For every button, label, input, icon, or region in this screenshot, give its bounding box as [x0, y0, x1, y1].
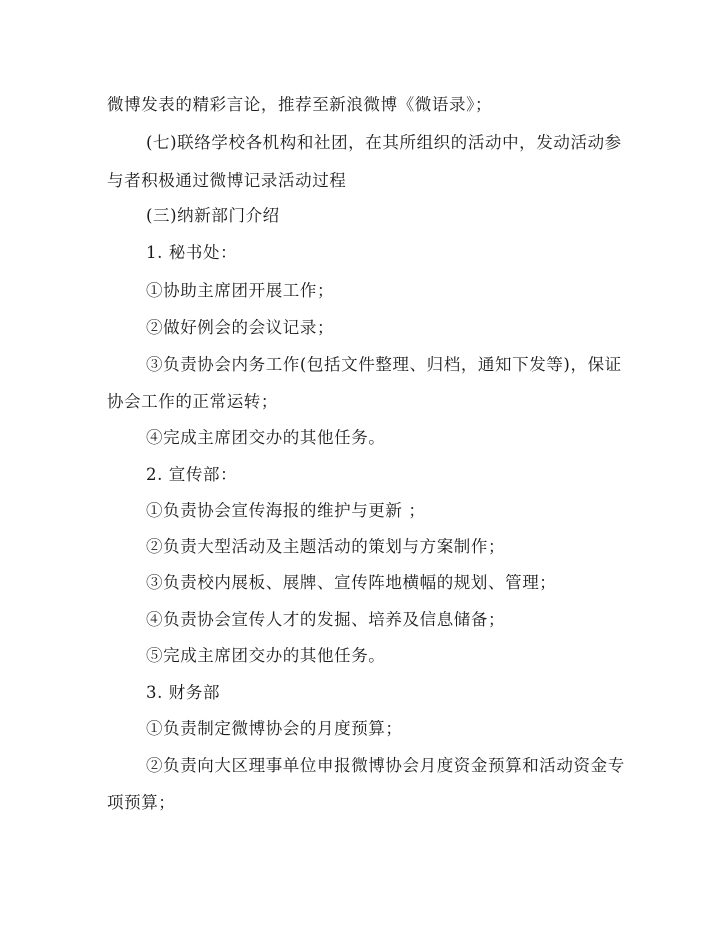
text-line-2: (七)联络学校各机构和社团，在其所组织的活动中，发动活动参	[146, 133, 622, 152]
list-item: ④负责协会宣传人才的发掘、培养及信息储备；	[146, 610, 506, 629]
list-item: ①负责制定微博协会的月度预算；	[146, 719, 403, 738]
list-item: ⑤完成主席团交办的其他任务。	[146, 646, 386, 665]
text-line-3: 与者积极通过微博记录活动过程	[107, 171, 347, 190]
subheading-finance: 3. 财务部	[146, 683, 221, 702]
list-item: ③负责校内展板、展牌、宣传阵地横幅的规划、管理；	[146, 573, 557, 592]
list-item: ②做好例会的会议记录；	[146, 318, 335, 337]
list-item: ②负责大型活动及主题活动的策划与方案制作；	[146, 537, 506, 556]
subheading-secretariat: 1. 秘书处：	[146, 243, 238, 262]
list-item: ①负责协会宣传海报的维护与更新 ；	[146, 501, 426, 520]
list-item: ②负责向大区理事单位申报微博协会月度资金预算和活动资金专	[146, 756, 625, 775]
list-item-continuation: 协会工作的正常运转；	[107, 392, 278, 411]
list-item: ③负责协会内务工作(包括文件整理、归档，通知下发等)，保证	[146, 355, 622, 374]
list-item: ④完成主席团交办的其他任务。	[146, 428, 386, 447]
list-item-continuation: 项预算；	[107, 793, 176, 812]
text-line-1: 微博发表的精彩言论，推荐至新浪微博《微语录》；	[107, 95, 493, 114]
list-item: ①协助主席团开展工作；	[146, 281, 335, 300]
subheading-publicity: 2. 宣传部：	[146, 465, 238, 484]
section-heading: (三)纳新部门介绍	[146, 206, 280, 225]
